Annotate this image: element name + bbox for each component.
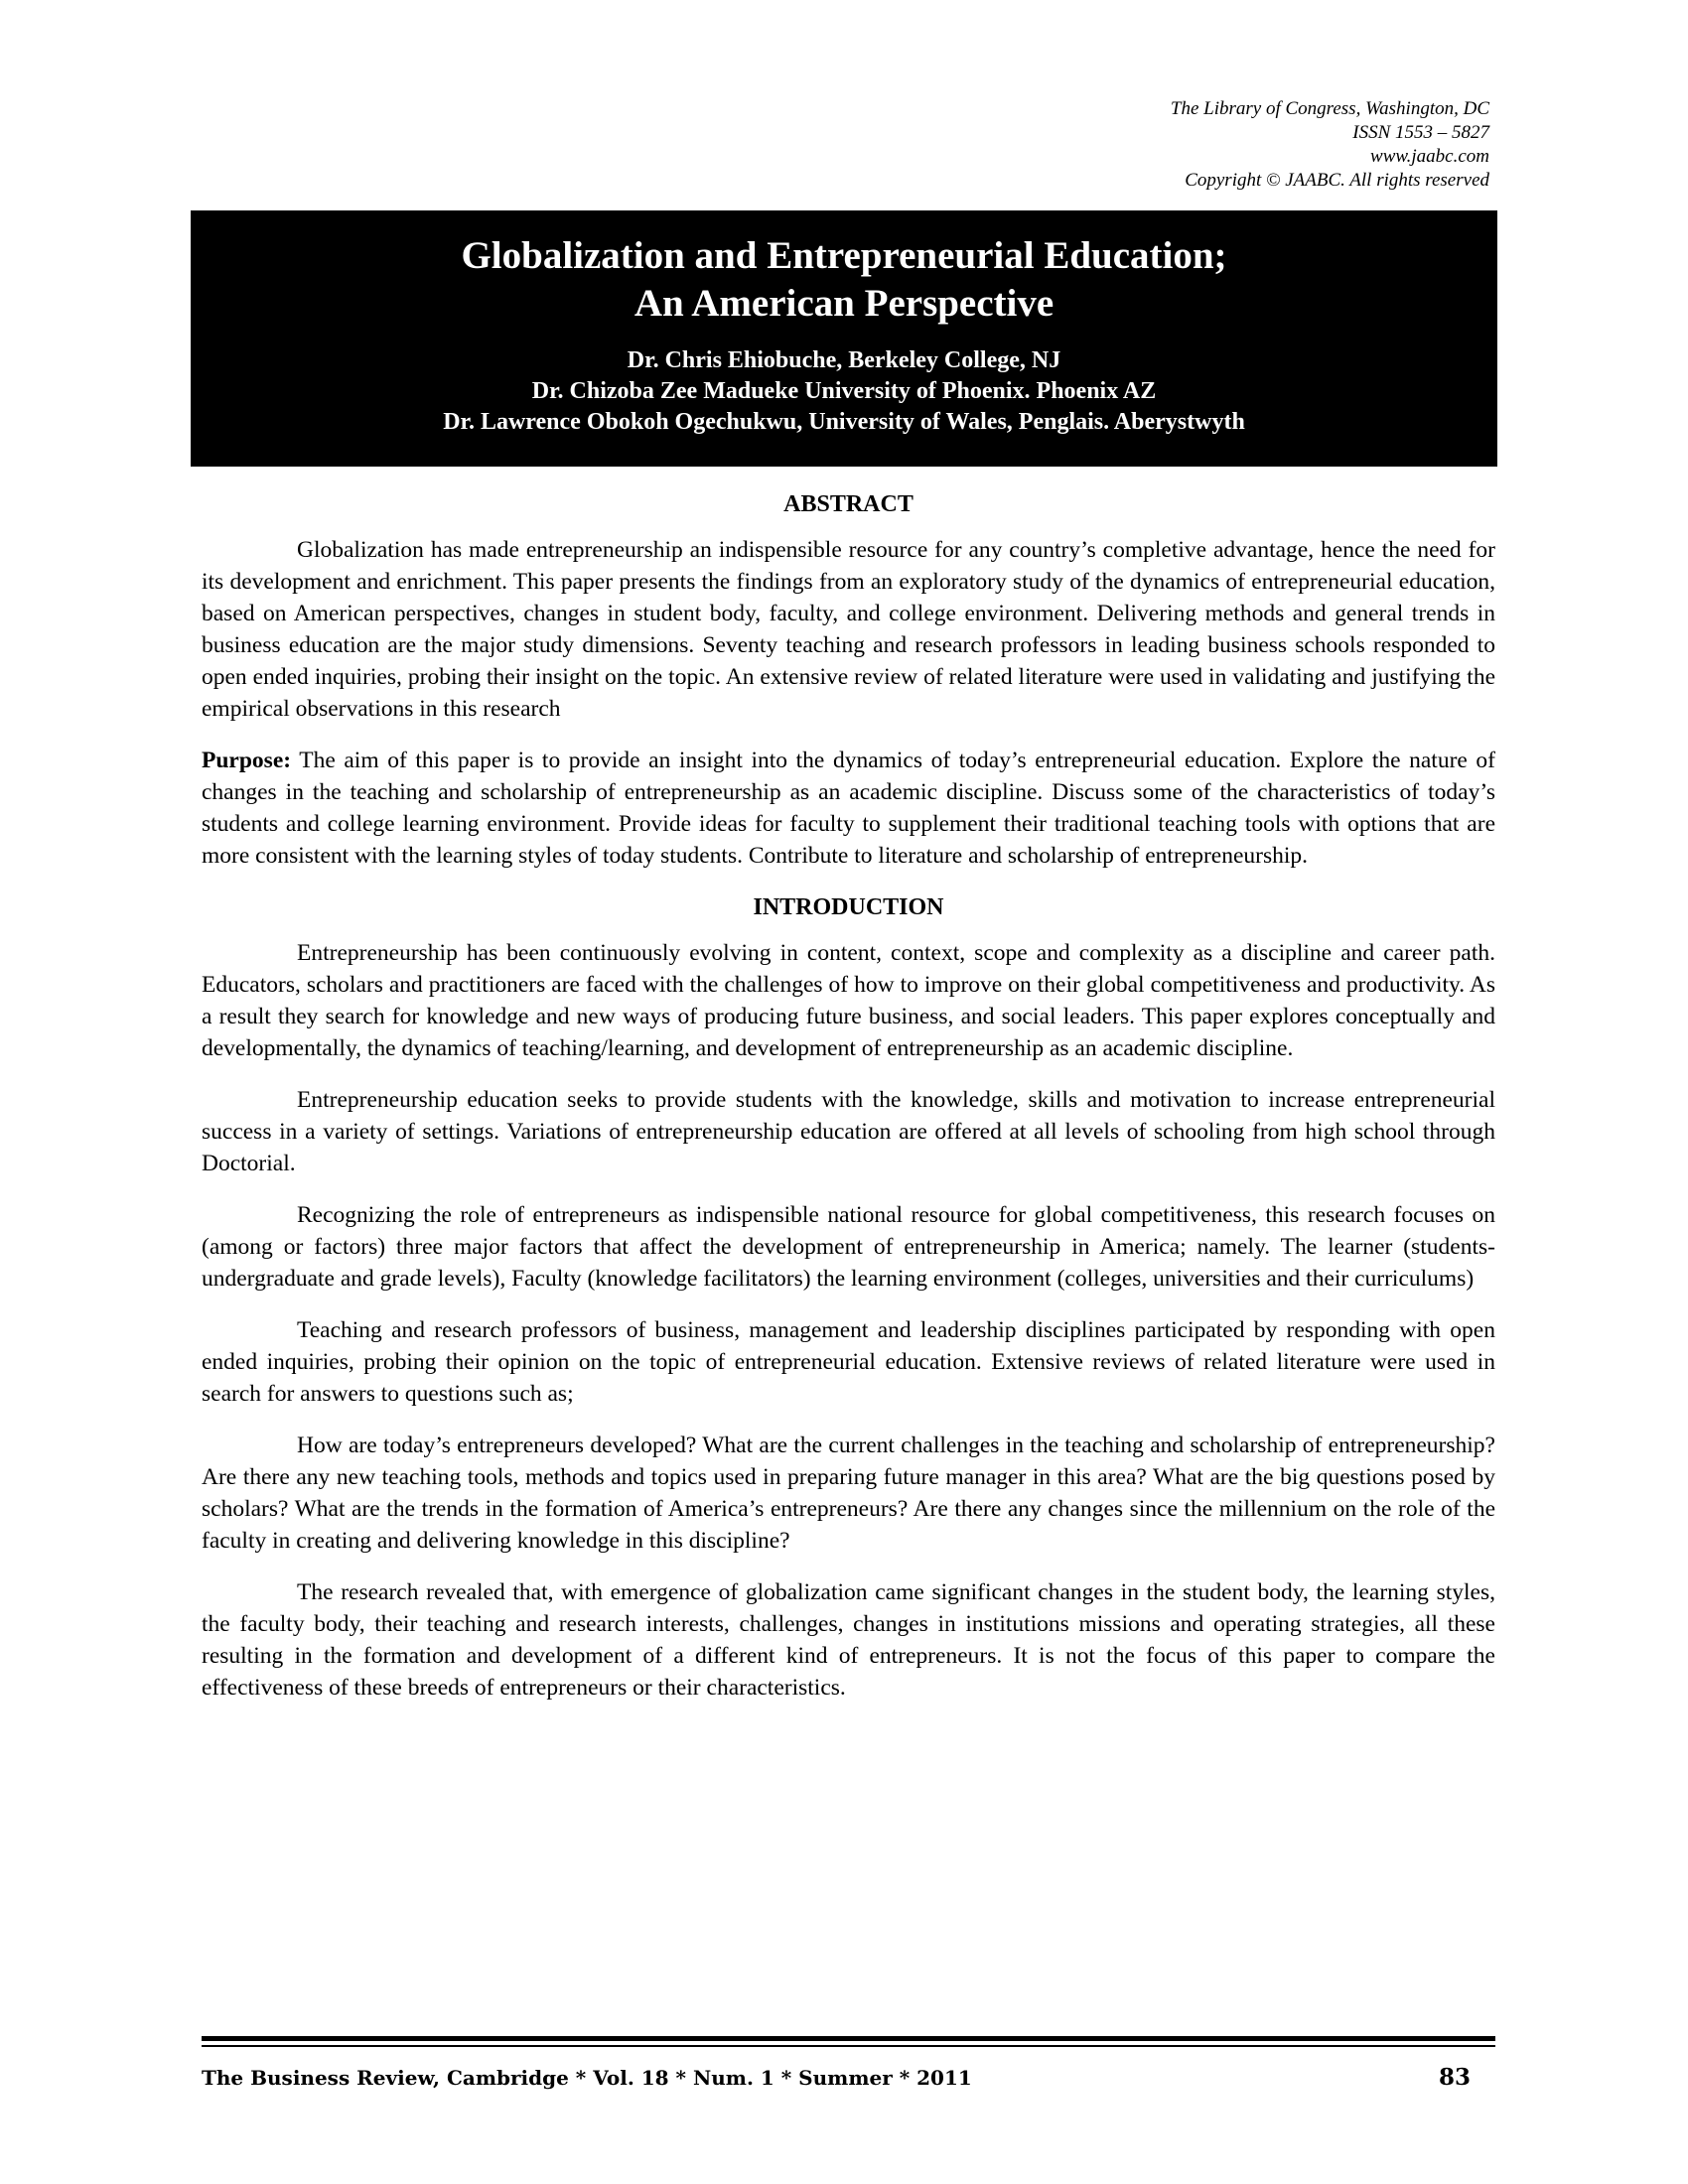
intro-paragraph-4: Teaching and research professors of business, management and leadership disciplines participated by responding with open ended inquiries, probing their opinion on the topic of entrepreneurial education. Extensive reviews of related literature were used in search for answers to questions such as; [202,1317,1495,1407]
masthead [1171,97,1489,193]
intro-paragraph-5: How are today’s entrepreneurs developed? What are the current challenges in the teaching and scholarship of entrepreneurship? Are there any new teaching tools, methods and topics used in preparing future manager in this area? What are the big questions posed by scholars? What are the trends in the formation of America’s entrepreneurs? Are there any changes since the millennium on the role of the faculty in creating and delivering knowledge in this discipline? [202,1433,1495,1554]
intro-paragraph-2: Entrepreneurship education seeks to provide students with the knowledge, skills and motivation to increase entrepreneurial success in a variety of settings. Variations of entrepreneurship education are offered at all levels of schooling from high school through Doctorial. [202,1087,1495,1176]
intro-paragraph-1: Entrepreneurship has been continuously evolving in content, context, scope and complexity as a discipline and career path. Educators, scholars and practitioners are faced with the challenges of how to improve on their global competitiveness and productivity. As a result they search for knowledge and new ways of producing future business, and social leaders. This paper explores conceptually and developmentally, the dynamics of teaching/learning, and development of entrepreneurship as an academic discipline. [202,940,1495,1061]
footer-divider-thick [202,2036,1495,2041]
abstract-paragraph: Globalization has made entrepreneurship an indispensible resource for any country’s completive advantage, hence the need for its development and enrichment. This paper presents the findings from an exploratory study of the dynamics of entrepreneurial education, based on American perspectives, changes in student body, faculty, and college environment. Delivering methods and general trends in business education are the major study dimensions. Seventy teaching and research professors in leading business schools responded to open ended inquiries, probing their insight on the topic. An extensive review of related literature were used in validating and justifying the empirical observations in this research [202,537,1495,722]
journal-citation: The Business Review, Cambridge * Vol. 18 * Num. 1 * Summer * 2011 [202,2066,972,2090]
masthead-library: The Library of Congress, Washington, DC [1170,98,1489,119]
footer-divider-thin [202,2045,1495,2047]
title-line-1: Globalization and Entrepreneurial Education; [461,234,1227,277]
intro-paragraph-3: Recognizing the role of entrepreneurs as indispensible national resource for global competitiveness, this research focuses on (among or factors) three major factors that affect the development of entrepreneurship in America; namely. The learner (students- undergraduate and grade levels), Faculty (knowledge facilitators) the learning environment (colleges, universities and their curriculums) [202,1202,1495,1292]
title-banner [191,210,1497,467]
paper-body [202,488,1495,1723]
author-1: Dr. Chris Ehiobuche, Berkeley College, NJ [627,347,1061,373]
introduction-heading: INTRODUCTION [753,894,944,920]
intro-paragraph-6: The research revealed that, with emergence of globalization came significant changes in the student body, the learning styles, the faculty body, their teaching and research interests, challenges, changes in institutions missions and operating strategies, all these resulting in the formation and development of a different kind of entrepreneurs. It is not the focus of this paper to compare the effectiveness of these breeds of entrepreneurs or their characteristics. [202,1579,1495,1701]
masthead-website: www.jaabc.com [1370,146,1489,167]
purpose-text: The aim of this paper is to provide an insight into the dynamics of today’s entrepreneurial education. Explore the nature of changes in the teaching and scholarship of entrepreneurship as an academic discipline. Discuss some of the characteristics of today’s students and college learning environment. Provide ideas for faculty to supplement their traditional teaching tools with options that are more consistent with the learning styles of today students. Contribute to literature and scholarship of entrepreneurship. [202,748,1495,869]
page-number: 83 [1438,2064,1471,2091]
abstract-heading: ABSTRACT [783,491,914,517]
masthead-copyright: Copyright © JAABC. All rights reserved [1185,170,1489,191]
purpose-label: Purpose: [202,748,292,773]
author-2: Dr. Chizoba Zee Madueke University of Phoenix. Phoenix AZ [531,378,1157,404]
paper-title [191,232,1497,328]
author-list [191,345,1497,438]
author-3: Dr. Lawrence Obokoh Ogechukwu, University of Wales, Penglais. Aberystwyth [443,409,1245,435]
masthead-issn: ISSN 1553 – 5827 [1352,122,1489,143]
purpose-paragraph [202,745,1495,872]
title-line-2: An American Perspective [633,282,1055,325]
